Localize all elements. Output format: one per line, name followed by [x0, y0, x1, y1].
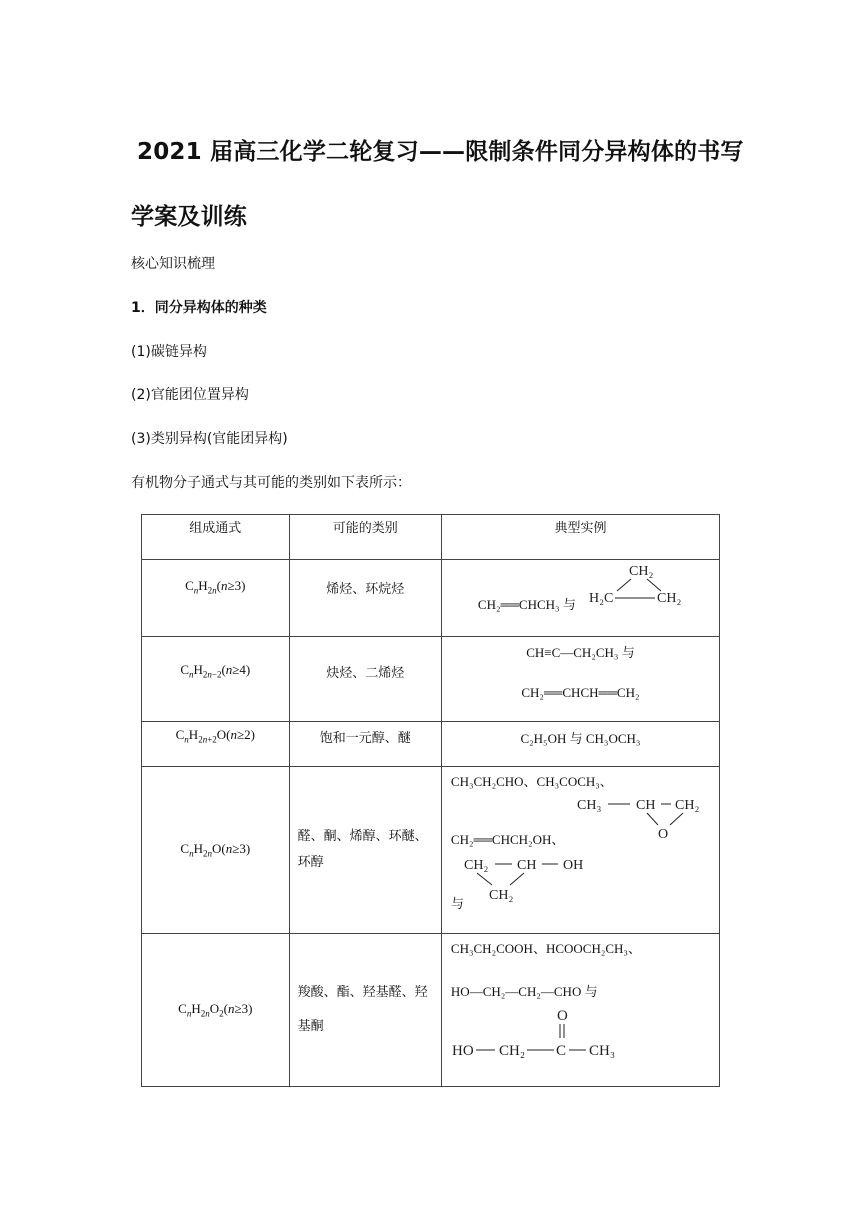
- ep-label-ch3: CH₃: [576, 798, 602, 813]
- document-title-line2: 学案及训练: [131, 204, 247, 230]
- table-row: [142, 637, 720, 722]
- table-header-row: [142, 515, 720, 560]
- cpol-label-oh: OH: [562, 858, 584, 873]
- row1-formula: $C_nH_{2n}(n\ge 3)$: [185, 578, 246, 596]
- row1-example: CH₂══CHCH₃ 与: [477, 597, 576, 612]
- row5-formula: $C_nH_{2n}O_2(n\ge 3)$: [178, 1001, 253, 1019]
- ha-label-ch3: CH₃: [588, 1043, 615, 1059]
- heading-isomer-types: 1．同分异构体的种类: [131, 300, 267, 316]
- row2-formula: $C_nH_{2n-2}(n\ge 4)$: [180, 662, 251, 680]
- cyclopropane-structure: [587, 560, 697, 610]
- ha-label-ch2: CH₂: [498, 1043, 525, 1059]
- table-row: [142, 767, 720, 934]
- ep-label-o: O: [657, 827, 669, 842]
- hydroxyacetone-structure: [450, 1004, 630, 1064]
- row2-example-2: CH₂══CHCH══CH₂: [521, 685, 640, 700]
- row5-example-1: CH₃CH₂COOH、HCOOCH₂CH₃、: [450, 941, 641, 956]
- item-class-isomer: (3)类别异构(官能团异构): [131, 431, 288, 447]
- row4-classes: 醛、酮、烯醇、环醚、环醇: [297, 829, 428, 870]
- table-intro: 有机物分子通式与其可能的类别如下表所示：: [131, 475, 411, 491]
- table-row: [142, 560, 720, 637]
- row3-example: C₂H₅OH 与 CH₃OCH₃: [520, 731, 641, 746]
- ha-label-c: C: [555, 1043, 566, 1059]
- row2-example-1: CH≡C—CH₂CH₃ 与: [526, 645, 635, 660]
- cp-label-left: H₂C: [588, 591, 614, 606]
- section-label: 核心知识梳理: [131, 256, 215, 272]
- cyclopropanol-structure: [462, 851, 602, 903]
- table-row: [142, 934, 720, 1087]
- header-classes: 可能的类别: [332, 521, 398, 536]
- row4-example-2: CH₂══CHCH₂OH、: [450, 832, 565, 847]
- ha-label-ho: HO: [451, 1043, 474, 1059]
- header-example: 典型实例: [554, 521, 607, 536]
- row3-formula: $C_nH_{2n+2}O(n\ge 2)$: [175, 727, 255, 745]
- document-title-line1: 2021 届高三化学二轮复习——限制条件同分异构体的书写: [137, 139, 744, 165]
- row5-example-2: HO—CH₂—CH₂—CHO 与: [450, 984, 598, 999]
- header-formula: 组成通式: [189, 521, 242, 536]
- row4-example-1: CH₃CH₂CHO、CH₃COCH₃、: [450, 774, 613, 789]
- row2-classes: 炔烃、二烯烃: [326, 666, 405, 681]
- cpol-label-bottom: CH₂: [488, 888, 514, 903]
- table-row: [142, 722, 720, 767]
- ha-label-o: O: [556, 1008, 568, 1024]
- cp-label-top: CH₂: [628, 564, 654, 579]
- row4-formula: $C_nH_{2n}O(n\ge 3)$: [180, 841, 251, 859]
- ep-label-ch: CH: [635, 798, 656, 813]
- cp-label-right: CH₂: [656, 591, 682, 606]
- item-carbon-chain: (1)碳链异构: [131, 344, 207, 360]
- row5-classes: 羧酸、酯、羟基醛、羟基酮: [297, 985, 428, 1034]
- ep-label-ch2: CH₂: [674, 798, 700, 813]
- epoxide-structure: [572, 791, 717, 843]
- isomer-table: [141, 514, 720, 1087]
- row4-example-3: 与: [450, 897, 464, 912]
- row3-classes: 饱和一元醇、醚: [319, 731, 411, 746]
- row1-classes: 烯烃、环烷烃: [326, 582, 405, 597]
- cpol-label-ch: CH: [516, 858, 537, 873]
- item-functional-position: (2)官能团位置异构: [131, 387, 249, 403]
- cpol-label-ch2: CH₂: [463, 858, 489, 873]
